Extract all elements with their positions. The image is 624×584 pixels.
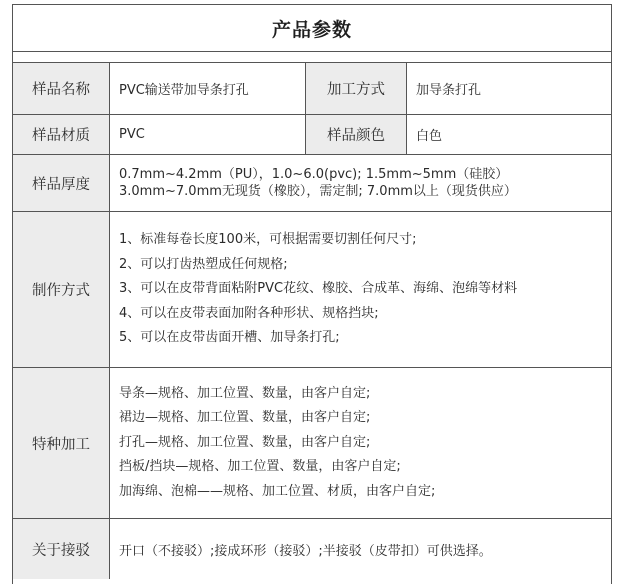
value-sample-material: PVC	[110, 115, 306, 154]
label-production-method: 制作方式	[13, 212, 110, 367]
value-production-method	[110, 212, 517, 367]
row-production-method	[13, 212, 611, 368]
value-special-processing	[110, 368, 435, 518]
production-line: 2、可以打齿热塑成任何规格;	[119, 256, 288, 272]
header-spacer	[13, 52, 611, 63]
production-line: 1、标准每卷长度100米，可根据需要切割任何尺寸;	[119, 232, 417, 248]
label-sample-name: 样品名称	[13, 63, 110, 114]
row-sample-thickness	[13, 155, 611, 212]
value-joint: 开口（不接驳）;接成环形（接驳）;半接驳（皮带扣）可供选择。	[119, 543, 492, 559]
thickness-line: 0.7mm~4.2mm（PU），1.0~6.0(pvc); 1.5mm~5mm（硅胶）	[119, 167, 509, 182]
label-sample-material: 样品材质	[13, 115, 110, 154]
label-sample-thickness: 样品厚度	[13, 155, 110, 211]
row-special-processing	[13, 368, 611, 519]
special-line: 加海绵、泡棉——规格、加工位置、材质，由客户自定;	[119, 483, 436, 499]
row-sample-material	[13, 115, 611, 155]
special-line: 导条—规格、加工位置、数量，由客户自定;	[119, 385, 371, 401]
value-sample-thickness	[110, 155, 517, 211]
product-params-table	[12, 4, 612, 584]
production-line: 4、可以在皮带表面加附各种形状、规格挡块;	[119, 305, 379, 321]
row-joint	[13, 519, 611, 579]
table-title: 产品参数	[271, 18, 352, 41]
label-sample-color: 样品颜色	[306, 115, 407, 154]
value-processing-method: 加导条打孔	[416, 83, 482, 98]
production-line: 3、可以在皮带背面粘附PVC花纹、橡胶、合成革、海绵、泡绵等材料	[119, 281, 518, 297]
value-sample-color: 白色	[416, 129, 443, 144]
label-special-processing: 特种加工	[13, 368, 110, 518]
special-line: 挡板/挡块—规格、加工位置、数量，由客户自定;	[119, 459, 401, 475]
row-sample-name	[13, 63, 611, 115]
special-line: 裙边—规格、加工位置、数量，由客户自定;	[119, 410, 371, 426]
thickness-line: 3.0mm~7.0mm无现货（橡胶），需定制; 7.0mm以上（现货供应）	[119, 184, 517, 199]
table-header	[13, 5, 611, 52]
value-sample-name: PVC输送带加导条打孔	[110, 63, 306, 114]
label-processing-method: 加工方式	[306, 63, 407, 114]
special-line: 打孔—规格、加工位置、数量，由客户自定;	[119, 434, 371, 450]
label-joint: 关于接驳	[13, 519, 110, 579]
production-line: 5、可以在皮带齿面开槽、加导条打孔;	[119, 330, 340, 346]
